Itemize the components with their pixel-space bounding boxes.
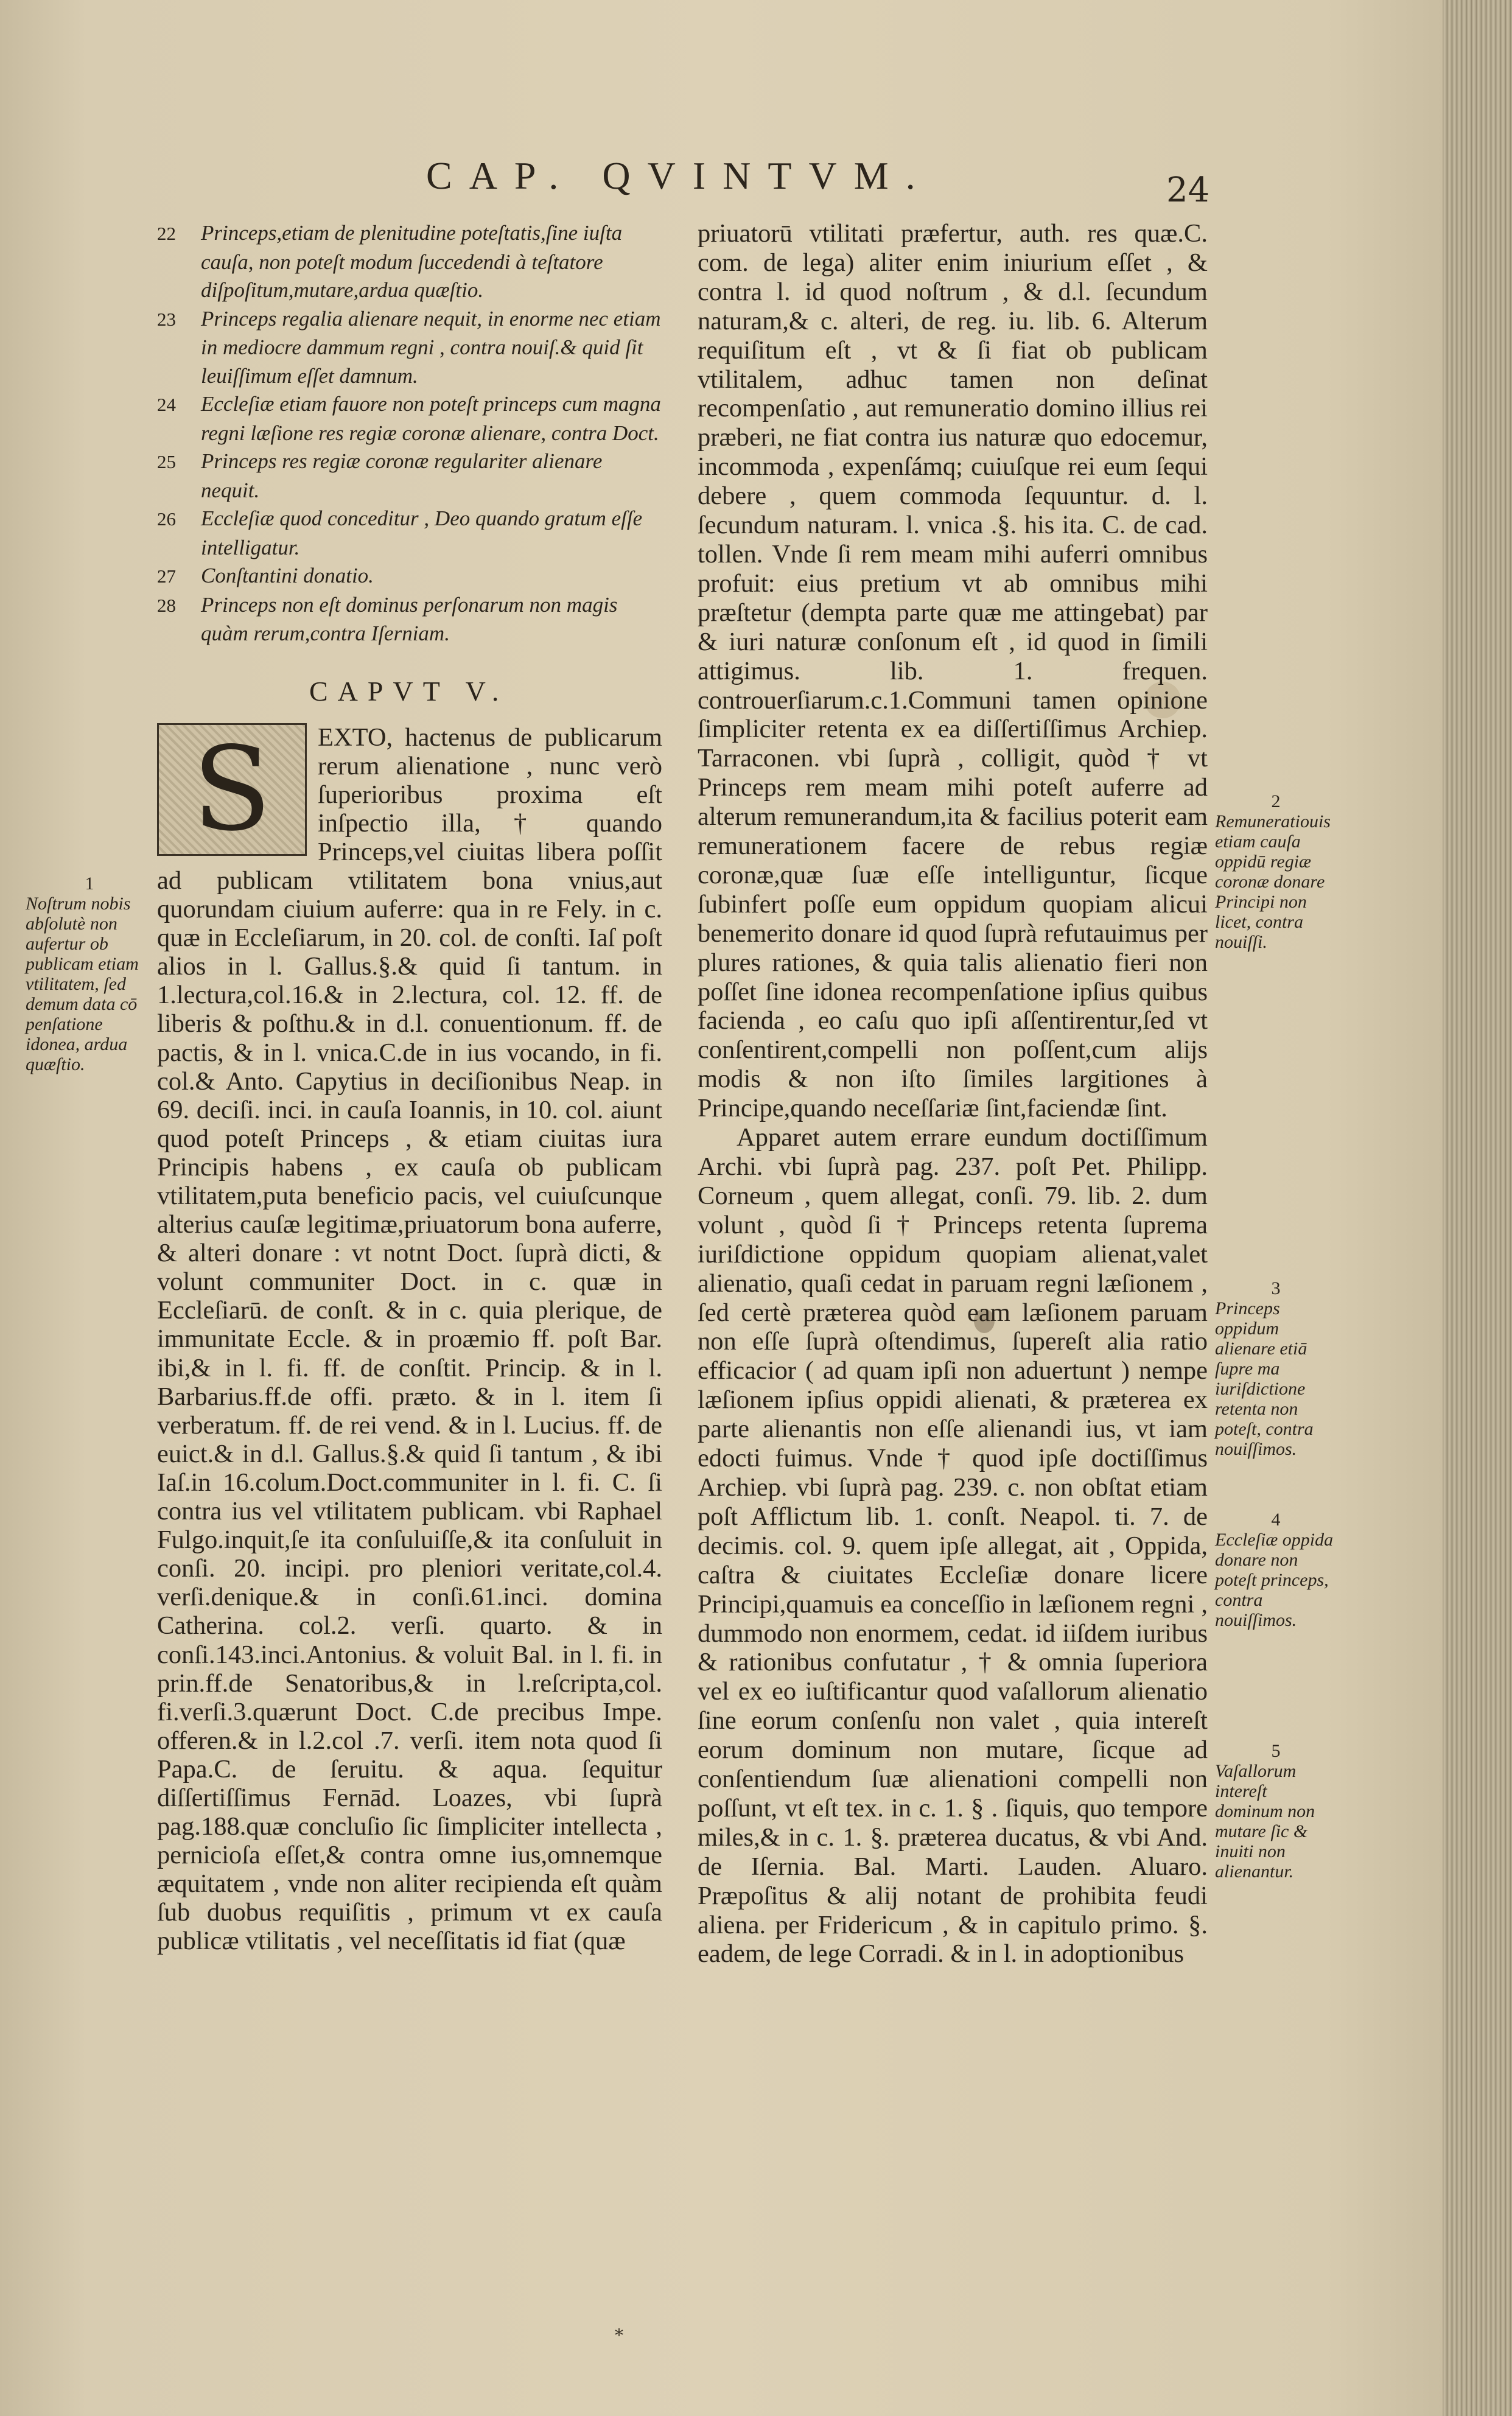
summary-item: 24 Eccleſiæ etiam fauore non poteſt princeps cum magna regni læſione res regiæ coronæ alienare, contra Doct.: [157, 392, 661, 445]
margin-note-5: 5 Vaſallorum intereſt dominum non mutare ſic & inuiti non alienantur.: [1215, 1741, 1315, 1882]
decorated-initial: S: [157, 723, 307, 856]
summary-item: 23 Princeps regalia alienare nequit, in enorme nec etiam in mediocre dammum regni , contra nouiſ.& quid ſit leuiſſimum eſſet damnum.: [157, 306, 661, 388]
summary-item: 27 Conſtantini donatio.: [157, 564, 374, 587]
summary-item: 25 Princeps res regiæ coronæ regulariter alienare nequit.: [157, 449, 603, 502]
chapter-heading: CAPVT V.: [309, 675, 509, 707]
margin-note-4: 4 Eccleſiæ oppida donare non poteſt princeps, contra nouiſſimos.: [1215, 1510, 1334, 1630]
margin-note-3: 3 Princeps oppidum alienare etiā ſupre ma iuriſdictione retenta non poteſt, contra nouiſſimos.: [1215, 1278, 1314, 1459]
summary-list: [157, 219, 662, 648]
paragraph: priuatorū vtilitati præfertur, auth. res quæ.C. com. de lega) aliter enim iniurium eſſet , & contra l. id quod noſtrum , & d.l. ſecundum naturam,& c. alteri, de reg. iu. lib. 6. Alterum requiſitum eſt , vt & ſi fiat ob publicam vtilitalem, adhuc tamen non deſinat recompenſatio , aut remuneratio domino illius rei præberi, ne fiat contra ius naturæ quo edocemur, incommoda , expenſámq; cuiuſque rei eum ſequi debere , quem commoda ſequuntur. d. l. ſecundum naturam. l. vnica .§. his ita. C. de cad. tollen. Vnde ſi rem meam mihi auferri omnibus profuit: eius pretium vt ab omnibus mihi præſtetur (dempta parte quæ me attingebat) par & iuri naturæ conſonum eſt , id quod in ſimili attigimus. lib. 1. frequen. controuerſiarum.c.1.Communi tamen opinione ſimpliciter retenta ex ea diſſertiſſimus Archiep. Tarraconen. vbi ſuprà , colligit, quòd † vt Princeps rem meam mihi poteſt auferre ad alterum remunerandum,ita & facilius poterit eam remunerationem facere de rebus regiæ coronæ,quæ ſuæ eſſe intelliguntur, ſicque ſubinfert poſſe eum oppidum quopiam alicui benemerito donare id quod ſuprà refutauimus per plures rationes, & quia talis alienatio fieri non poſſet ſine idonea recompenſatione ipſius quibus facienda , eo caſu quo ipſi aſſentirentur,ſed vt conſentirent,compelli non poſſent,cum alijs modis & non iſto ſimiles largitiones à Principe,quando neceſſariæ ſint,faciendæ ſint.: [698, 219, 1208, 1123]
margin-note-2: 2 Remuneratiouis etiam cauſa oppidū regiæ coronæ donare Principi non licet, contra nouiſſi.: [1215, 791, 1331, 952]
running-title: CAP. QVINTVM.: [426, 154, 933, 197]
right-column: [698, 219, 1208, 1969]
summary-item: 22 Princeps,etiam de plenitudine poteſtatis,ſine iuſta cauſa, non poteſt modum ſuccedendi à teſtatore diſpoſitum,mutare,ardua quæſtio.: [157, 221, 623, 302]
chapter-body-text: S EXTO, hactenus de publicarum rerum alienatione , nunc verò ſuperioribus proxima eſt inſpectio illa, † quando Princeps,vel ciuitas libera poſſit ad publicam vtilitatem bona vnius,aut quorundam ciuium auferre: qua in re Fely. in c. quæ in Eccleſiarum, in 20. col. de conſti. Iaſ poſt alios in l. Gallus.§.& quid ſi tantum. in 1.lectura,col.16.& in 2.lectura, col. 12. ff. de liberis & poſthu.& in d.l. conuentionum. ff. de pactis, & in l. vnica.C.de in ius vocando, in fi. col.& Anto. Capytius in deciſionibus Neap. in 69. deciſi. inci. in cauſa Ioannis, in 10. col. aiunt quod poteſt Princeps , & etiam ciuitas iura Principis habens , ex cauſa ob publicam vtilitatem,puta beneficio pacis, vel cuiuſcunque alterius cauſæ legitimæ,priuatorum bona auferre, & alteri donare : vt notnt Doct. ſuprà dicti, & volunt communiter Doct. in c. quæ in Eccleſiarū. de conſt. & in c. quia plerique, de immunitate Eccle. & in proæmio ff. poſt Bar. ibi,& in l. fi. ff. de conſtit. Princip. & in l. Barbarius.ff.de offi. præto. & in l. item ſi verberatum. ff. de rei vend. & in l. Lucius. ff. de euict.& in d.l. Gallus.§.& quid ſi tantum , & ibi Iaſ.in 16.colum.Doct.communiter in l. fi. C. ſi contra ius vel vtilitatem publicam. vbi Raphael Fulgo.inquit,ſe ita conſuluiſſe,& ita conſuluit in conſi. 20. incipi. pro pleniori veritate,col.4. verſi.denique.& in conſi.61.inci. domina Catherina. col.2. verſi. quarto. & in conſi.143.inci.Antonius. & voluit Bal. in l. fi. in prin.ff.de Senatoribus,& in l.reſcripta,col. fi.verſi.3.quærunt Doct. C.de precibus Impe. offeren.& in l.2.col .7. verſi. item nota quod ſi Papa.C. de ſeruitu. & aqua. ſequitur diſſertiſſimus Fernād. Loazes, vbi ſuprà pag.188.quæ concluſio ſic ſimpliciter intellecta , pernicioſa eſſet,& contra omne ius,omnemque æquitatem , vnde non aliter recipienda eſt quàm ſub duobus requiſitis , primum vt ex cauſa publicæ vtilitatis , vel neceſſitatis id fiat (quæ: [157, 721, 662, 1956]
margin-note-1: 1 Noſtrum nobis abſolutè non aufertur ob publicam etiam vtilitatem, ſed demum data cō penſatione idonea, ardua quæſtio.: [26, 874, 139, 1074]
page-number: 24: [1166, 170, 1210, 210]
summary-item: 26 Eccleſiæ quod conceditur , Deo quando gratum eſſe intelligatur.: [157, 506, 643, 559]
book-fore-edge: [1443, 0, 1512, 2416]
paragraph: Apparet autem errare eundum doctiſſimum Archi. vbi ſuprà pag. 237. poſt Pet. Philipp. Corneum , quem allegat, conſi. 79. lib. 2. dum volunt , quòd ſi † Princeps retenta ſuprema iuriſdictione oppidum quopiam alienat,valet alienatio, quaſi cedat in paruam regni læſionem , ſed certè præterea quòd eam læſionem paruam non eſſe ſuprà oſtendimus, ſupereſt alia ratio efficacior ( ad quam ipſi non aduertunt ) nempe læſionem ipſius oppidi alienati, & præterea ex parte alienantis non eſſe alienandi ius, vt iam edocti fuimus. Vnde † quod ipſe doctiſſimus Archiep. vbi ſuprà pag. 239. c. non obſtat etiam poſt Afflictum lib. 1. conſt. Neapol. ti. 7. de decimis. col. 9. quem ipſe allegat, ait , Oppida, caſtra & ciuitates Eccleſiæ donare licere Principi,quamuis ea conceſſio in læſionem regni , dummodo non enormem, cedat. id iiſdem iuribus & rationibus confutatur , † & omnia ſuperiora vel ex eo iuſtificantur quod vaſallorum alienatio ſine eorum conſenſu non valet , quia intereſt eorum dominum non mutare, ſicque ad conſentiendum ſuæ alienationi compelli non poſſunt, vt eſt tex. in c. 1. § . ſiquis, quo tempore miles,& in c. 1. §. præterea ducatus, & vbi And. de Iſernia. Bal. Marti. Lauden. Aluaro. Præpoſitus & alij notant de prohibita feudi aliena. per Fridericum , & in capitulo primo. §. eadem, de lege Corradi. & in l. in adoptionibus: [698, 1123, 1208, 1969]
signature-mark: *: [615, 2325, 623, 2345]
left-column: [157, 219, 662, 1956]
summary-item: 28 Princeps non eſt dominus perſonarum non magis quàm rerum,contra Iſerniam.: [157, 592, 618, 645]
